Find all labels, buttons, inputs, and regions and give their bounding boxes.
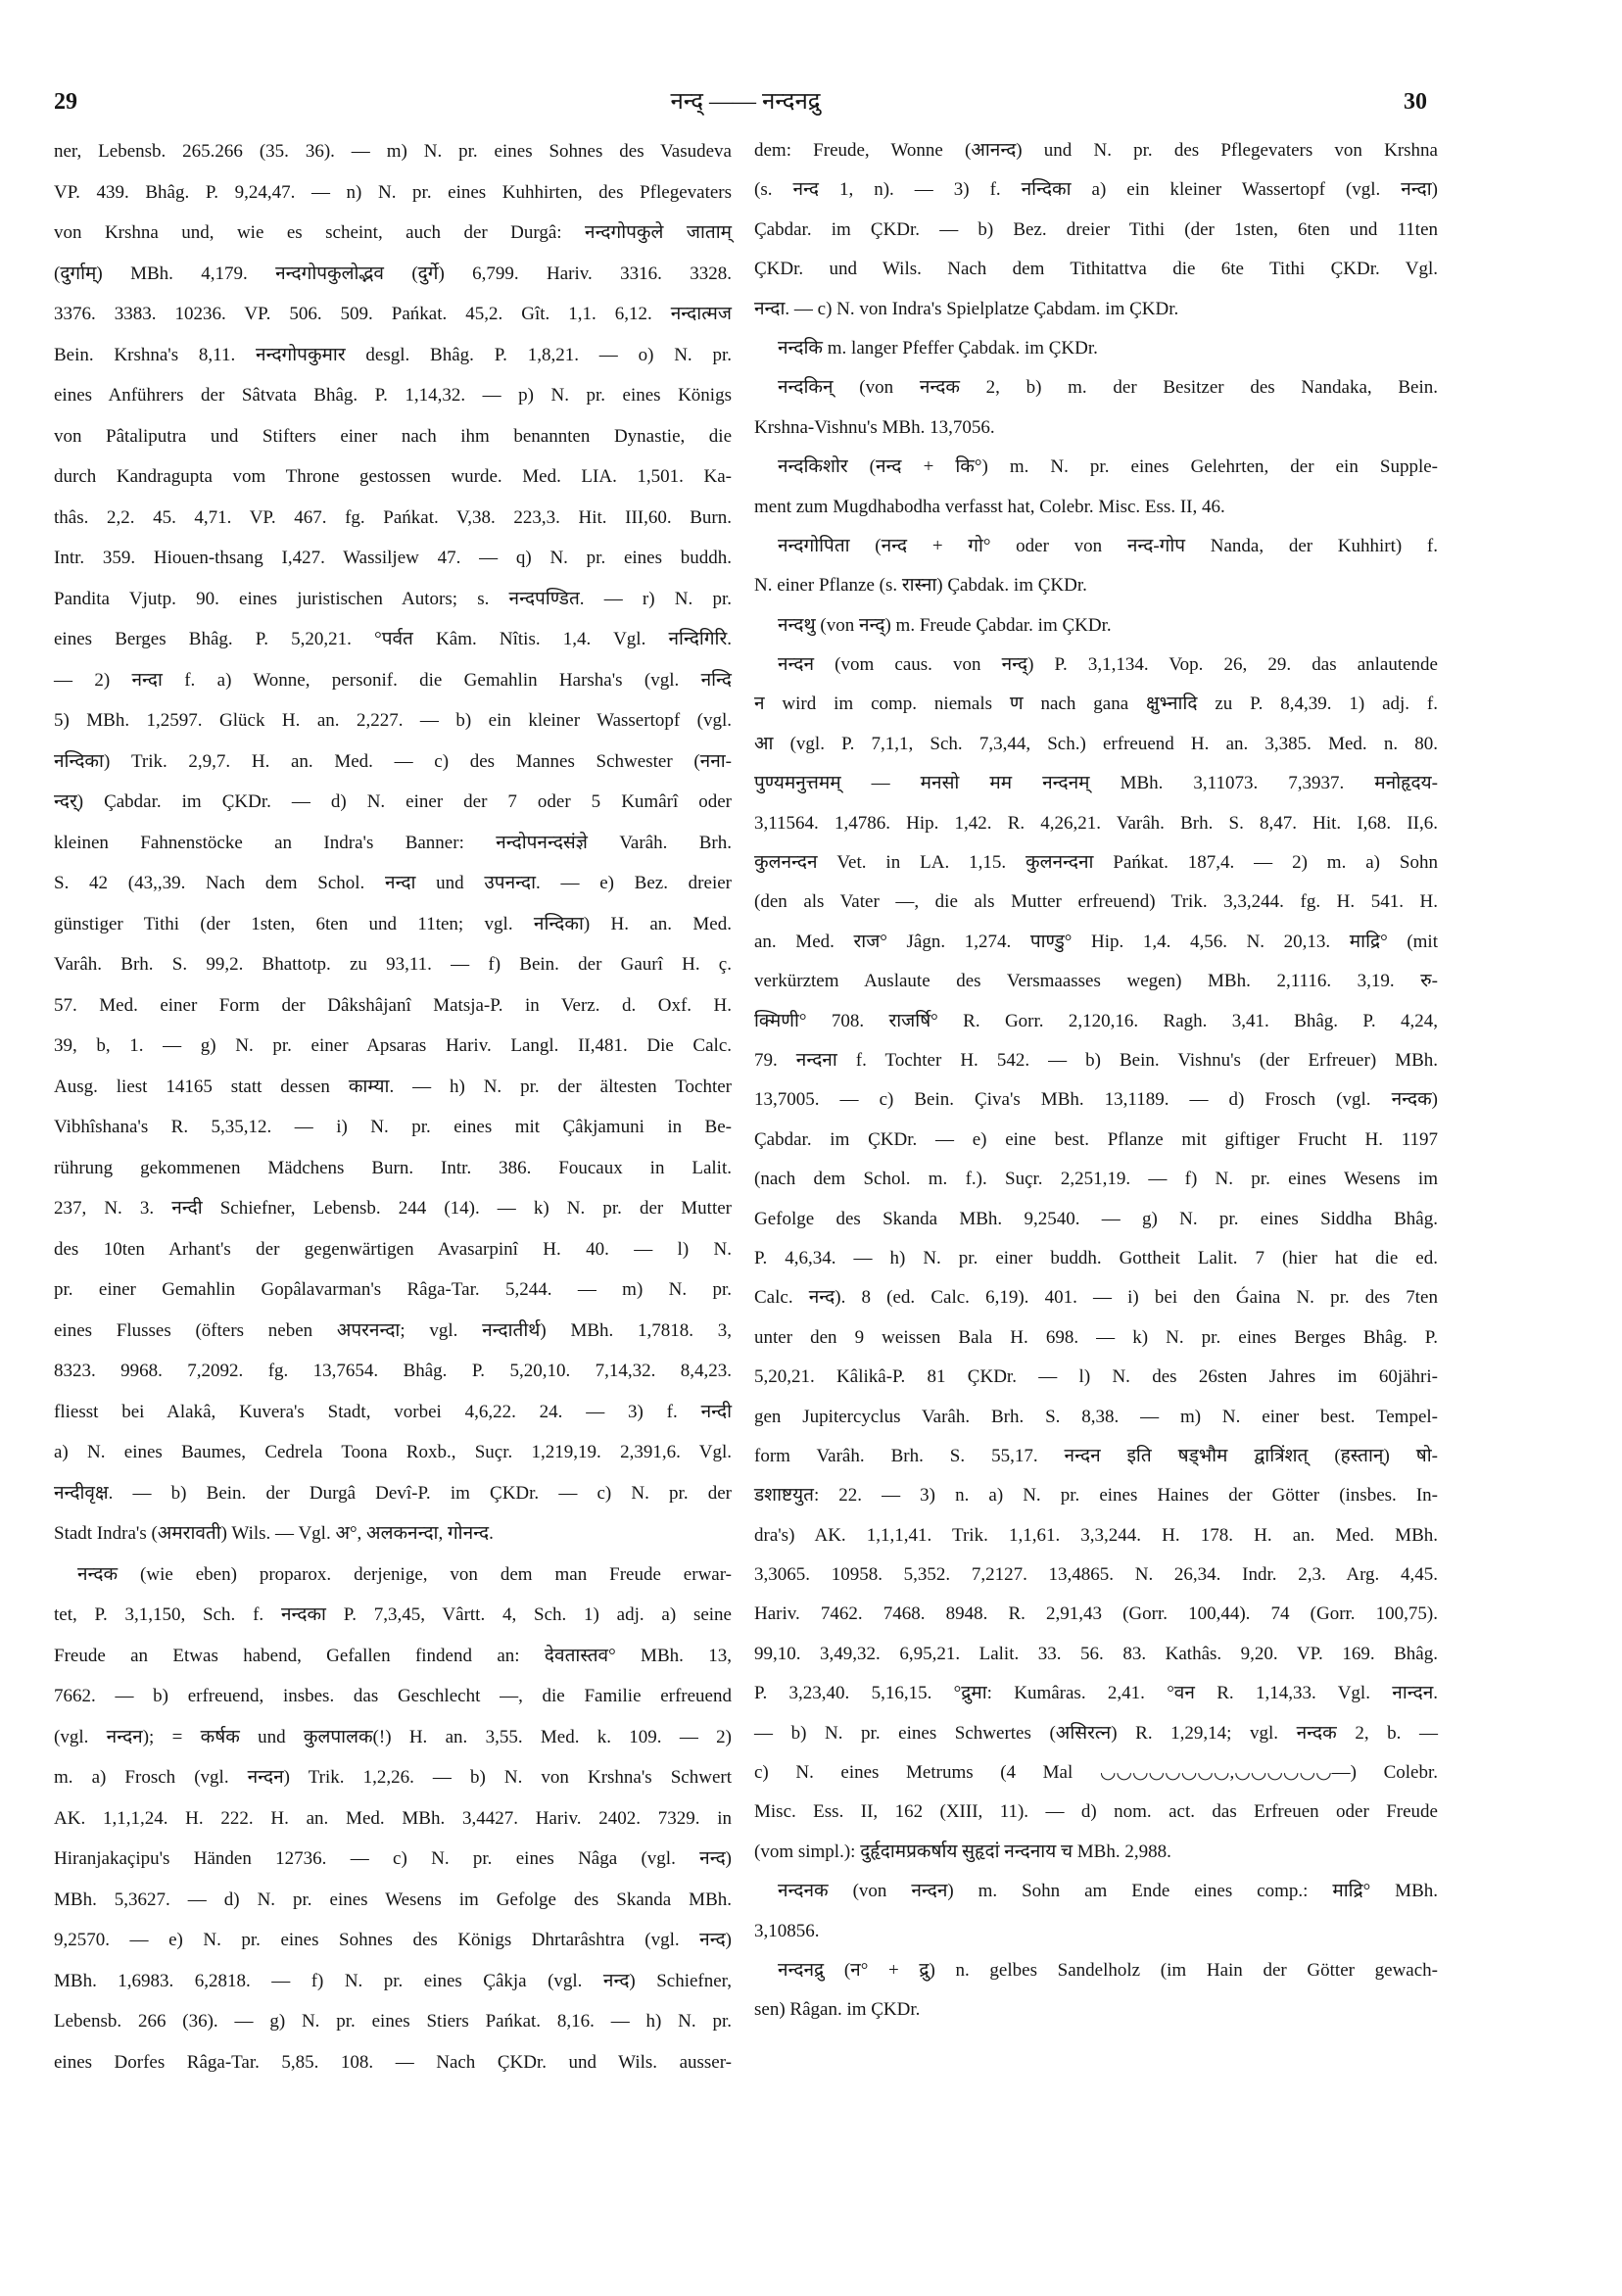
- dictionary-line: Krshna-Vishnu's MBh. 13,7056.: [754, 416, 995, 438]
- dictionary-line: an. Med. राज° Jâgn. 1,274. पाण्डु° Hip. 1,4. 4,56. N. 20,13. माद्रि° (mit: [754, 931, 1438, 952]
- dictionary-line: eines Berges Bhâg. P. 5,20,21. °पर्वत Kâm. Nîtis. 1,4. Vgl. नन्दिगिरि.: [54, 629, 732, 649]
- dictionary-line: नन्दा. — c) N. von Indra's Spielplatze Çabdam. im ÇKDr.: [754, 298, 1179, 319]
- dictionary-line: (nach dem Schol. m. f.). Suçr. 2,251,19. — f) N. pr. eines Wesens im: [754, 1169, 1438, 1190]
- dictionary-line: Ausg. liest 14165 statt dessen काम्या. — h) N. pr. der ältesten Tochter: [54, 1076, 732, 1097]
- dictionary-line: (vom simpl.): दुर्हृदामप्रकर्षाय सुहृदां नन्दनाय च MBh. 2,988.: [754, 1841, 1171, 1862]
- dictionary-line: कुलनन्दन Vet. in LA. 1,15. कुलनन्दना Pańkat. 187,4. — 2) m. a) Sohn: [754, 852, 1438, 874]
- dictionary-line: ÇKDr. und Wils. Nach dem Tithitattva die 6te Tithi ÇKDr. Vgl.: [754, 259, 1438, 280]
- dictionary-line: dra's) AK. 1,1,1,41. Trik. 1,1,61. 3,3,244. H. 178. H. an. Med. MBh.: [754, 1524, 1438, 1546]
- dictionary-line: 13,7005. — c) Bein. Çiva's MBh. 13,1189. — d) Frosch (vgl. नन्दक): [754, 1089, 1438, 1111]
- dictionary-line: durch Kandragupta vom Throne gestossen wurde. Med. LIA. 1,501. Ka-: [54, 466, 732, 487]
- dictionary-line: dem: Freude, Wonne (आनन्द) und N. pr. des Pflegevaters von Krshna: [754, 140, 1438, 161]
- entry-headword-line-nandanadru: नन्दनद्रु (न° + द्रु) n. gelbes Sandelholz (im Hain der Götter gewach-: [778, 1959, 1438, 1981]
- dictionary-line: N. einer Pflanze (s. रास्ना) Çabdak. im ÇKDr.: [754, 575, 1087, 597]
- entry-headword-line-nandakin: नन्दकिन् (von नन्दक 2, b) m. der Besitzer des Nandaka, Bein.: [778, 377, 1438, 399]
- page-number-right: 30: [1404, 89, 1427, 115]
- right-column: [754, 131, 1438, 2031]
- dictionary-line: 5) MBh. 1,2597. Glück H. an. 2,227. — b) ein kleiner Wassertopf (vgl.: [54, 710, 732, 731]
- dictionary-line: ment zum Mugdhabodha verfasst hat, Colebr. Misc. Ess. II, 46.: [754, 496, 1225, 517]
- dictionary-line: a) N. eines Baumes, Cedrela Toona Roxb., Suçr. 1,219,19. 2,391,6. Vgl.: [54, 1442, 732, 1462]
- dictionary-line: eines Anführers der Sâtvata Bhâg. P. 1,14,32. — p) N. pr. eines Königs: [54, 385, 732, 406]
- page-header: [54, 80, 1437, 123]
- dictionary-line: Çabdar. im ÇKDr. — b) Bez. dreier Tithi (der 1sten, 6ten und 11ten: [754, 218, 1438, 240]
- entry-headword-line-nandaki: नन्दकि m. langer Pfeffer Çabdak. im ÇKDr.: [778, 337, 1098, 359]
- dictionary-line: Hiranjakaçipu's Händen 12736. — c) N. pr. eines Nâga (vgl. नन्द): [54, 1848, 732, 1869]
- dictionary-line: 8323. 9968. 7,2092. fg. 13,7654. Bhâg. P. 5,20,10. 7,14,32. 8,4,23.: [54, 1361, 732, 1381]
- dictionary-line: Hariv. 7462. 7468. 8948. R. 2,91,43 (Gorr. 100,44). 74 (Gorr. 100,75).: [754, 1603, 1438, 1625]
- dictionary-line: 237, N. 3. नन्दी Schiefner, Lebensb. 244 (14). — k) N. pr. der Mutter: [54, 1198, 732, 1219]
- dictionary-line: VP. 439. Bhâg. P. 9,24,47. — n) N. pr. eines Kuhhirten, des Pflegevaters: [54, 181, 732, 203]
- dictionary-line: eines Flusses (öfters neben अपरनन्दा; vgl. नन्दातीर्थ) MBh. 1,7818. 3,: [54, 1319, 732, 1341]
- dictionary-line: आ (vgl. P. 7,1,1, Sch. 7,3,44, Sch.) erfreuend H. an. 3,385. Med. n. 80.: [754, 733, 1438, 754]
- dictionary-line: von Pâtaliputra und Stifters einer nach ihm benannten Dynastie, die: [54, 425, 732, 447]
- dictionary-line: डशाष्टयुत: 22. — 3) n. a) N. pr. eines Haines der Götter (insbes. In-: [754, 1485, 1438, 1507]
- dictionary-line: fliesst bei Alakâ, Kuvera's Stadt, vorbei 4,6,22. 24. — 3) f. नन्दी: [54, 1401, 732, 1422]
- dictionary-line: क्मिणी° 708. राजर्षि° R. Gorr. 2,120,16. Ragh. 3,41. Bhâg. P. 4,24,: [754, 1010, 1438, 1031]
- dictionary-line: Pandita Vjutp. 90. eines juristischen Autors; s. नन्दपण्डित. — r) N. pr.: [54, 588, 732, 609]
- dictionary-line: m. a) Frosch (vgl. नन्दन) Trik. 1,2,26. — b) N. von Krshna's Schwert: [54, 1767, 732, 1788]
- dictionary-line: verkürztem Auslaute des Versmaasses wegen) MBh. 2,1116. 3,19. रु-: [754, 971, 1438, 992]
- dictionary-line: Calc. नन्द). 8 (ed. Calc. 6,19). 401. — i) bei den Ǵaina N. pr. des 7ten: [754, 1287, 1438, 1309]
- dictionary-line: 7662. — b) erfreuend, insbes. das Geschlecht —, die Familie erfreuend: [54, 1686, 732, 1706]
- dictionary-line: Vibhîshana's R. 5,35,12. — i) N. pr. eines mit Çâkjamuni in Be-: [54, 1117, 732, 1137]
- dictionary-line: — 2) नन्दा f. a) Wonne, personif. die Gemahlin Harsha's (vgl. नन्दि: [54, 669, 732, 691]
- dictionary-line: Varâh. Brh. S. 99,2. Bhattotp. zu 93,11. — f) Bein. der Gaurî H. ç.: [54, 954, 732, 975]
- dictionary-line: P. 4,6,34. — h) N. pr. einer buddh. Gottheit Lalit. 7 (hier hat die ed.: [754, 1247, 1438, 1268]
- dictionary-line: 9,2570. — e) N. pr. eines Sohnes des Königs Dhrtarâshtra (vgl. नन्द): [54, 1930, 732, 1950]
- dictionary-line: rührung gekommenen Mädchens Burn. Intr. 386. Foucaux in Lalit.: [54, 1157, 732, 1178]
- dictionary-line: des 10ten Arhant's der gegenwärtigen Avasarpinî H. 40. — l) N.: [54, 1238, 732, 1260]
- entry-headword-line-nandanaka: नन्दनक (von नन्दन) m. Sohn am Ende eines comp.: माद्रि° MBh.: [778, 1881, 1438, 1902]
- dictionary-line: unter den 9 weissen Bala H. 698. — k) N. pr. eines Berges Bhâg. P.: [754, 1326, 1438, 1348]
- dictionary-line: Çabdar. im ÇKDr. — e) eine best. Pflanze mit giftiger Frucht H. 1197: [754, 1128, 1438, 1150]
- dictionary-line: eines Dorfes Râga-Tar. 5,85. 108. — Nach ÇKDr. und Wils. ausser-: [54, 2051, 732, 2073]
- dictionary-line: 3,3065. 10958. 5,352. 7,2127. 13,4865. N. 26,34. Indr. 2,3. Arg. 4,45.: [754, 1564, 1438, 1586]
- entry-headword-line-nandaka: नन्दक (wie eben) proparox. derjenige, von dem man Freude erwar-: [77, 1563, 732, 1585]
- dictionary-line: P. 3,23,40. 5,16,15. °द्रुमा: Kumâras. 2,41. °वन R. 1,14,33. Vgl. नान्दन.: [754, 1683, 1438, 1704]
- dictionary-line: sen) Râgan. im ÇKDr.: [754, 1999, 921, 2021]
- dictionary-line: 39, b, 1. — g) N. pr. einer Apsaras Hariv. Langl. II,481. Die Calc.: [54, 1035, 732, 1056]
- dictionary-line: c) N. eines Metrums (4 Mal ◡◡◡◡◡◡◡◡,◡◡◡◡◡◡—) Colebr.: [754, 1762, 1438, 1784]
- dictionary-line: thâs. 2,2. 45. 4,71. VP. 467. fg. Pańkat. V,38. 223,3. Hit. III,60. Burn.: [54, 506, 732, 528]
- dictionary-line: gen Jupitercyclus Varâh. Brh. S. 8,38. — m) N. einer best. Tempel-: [754, 1406, 1438, 1427]
- dictionary-line: 79. नन्दना f. Tochter H. 542. — b) Bein. Vishnu's (der Erfreuer) MBh.: [754, 1049, 1438, 1071]
- dictionary-line: 57. Med. einer Form der Dâkshâjanî Matsja-P. in Verz. d. Oxf. H.: [54, 994, 732, 1016]
- dictionary-line: Intr. 359. Hiouen-thsang I,427. Wassiljew 47. — q) N. pr. eines buddh.: [54, 548, 732, 568]
- entry-headword-line-nandagopita: नन्दगोपिता (नन्द + गो° oder von नन्द-गोप Nanda, der Kuhhirt) f.: [778, 535, 1438, 556]
- entry-headword-line-nandana: नन्दन (vom caus. von नन्द्) P. 3,1,134. Vop. 26, 29. das anlautende: [778, 654, 1438, 676]
- dictionary-line: Gefolge des Skanda MBh. 9,2540. — g) N. pr. eines Siddha Bhâg.: [754, 1208, 1438, 1229]
- dictionary-line: Bein. Krshna's 8,11. नन्दगोपकुमार desgl. Bhâg. P. 1,8,21. — o) N. pr.: [54, 344, 732, 365]
- dictionary-line: 5,20,21. Kâlikâ-P. 81 ÇKDr. — l) N. des 26sten Jahres im 60jähri-: [754, 1366, 1438, 1388]
- dictionary-line: tet, P. 3,1,150, Sch. f. नन्दका P. 7,3,45, Vârtt. 4, Sch. 1) adj. a) seine: [54, 1604, 732, 1625]
- dictionary-line: (vgl. नन्दन); = कर्षक und कुलपालक(!) H. an. 3,55. Med. k. 109. — 2): [54, 1726, 732, 1747]
- entry-headword-line-nandakishora: नन्दकिशोर (नन्द + कि°) m. N. pr. eines Gelehrten, der ein Supple-: [778, 456, 1438, 478]
- page-number-left: 29: [54, 89, 77, 115]
- dictionary-line: MBh. 5,3627. — d) N. pr. eines Wesens im Gefolge des Skanda MBh.: [54, 1889, 732, 1910]
- dictionary-line: pr. einer Gemahlin Gopâlavarman's Râga-Tar. 5,244. — m) N. pr.: [54, 1279, 732, 1300]
- dictionary-line: Lebensb. 266 (36). — g) N. pr. eines Stiers Pańkat. 8,16. — h) N. pr.: [54, 2011, 732, 2032]
- entry-headword-line-nandathu: नन्दथु (von नन्द्) m. Freude Çabdar. im ÇKDr.: [778, 614, 1112, 636]
- dictionary-line: — b) N. pr. eines Schwertes (असिरत्न) R. 1,29,14; vgl. नन्दक 2, b. —: [754, 1722, 1438, 1744]
- dictionary-line: Stadt Indra's (अमरावती) Wils. — Vgl. अ°, अलकनन्दा, गोनन्द.: [54, 1523, 494, 1544]
- dictionary-line: Misc. Ess. II, 162 (XIII, 11). — d) nom. act. das Erfreuen oder Freude: [754, 1801, 1438, 1823]
- dictionary-line: MBh. 1,6983. 6,2818. — f) N. pr. eines Çâkja (vgl. नन्द) Schiefner,: [54, 1970, 732, 1991]
- dictionary-line: (s. नन्द 1, n). — 3) f. नन्दिका a) ein kleiner Wassertopf (vgl. नन्दा): [754, 179, 1438, 201]
- dictionary-line: (den als Vater —, die als Mutter erfreuend) Trik. 3,3,244. fg. H. 541. H.: [754, 891, 1438, 913]
- dictionary-line: 3,11564. 1,4786. Hip. 1,42. R. 4,26,21. Varâh. Brh. S. 8,47. Hit. I,68. II,6.: [754, 812, 1438, 834]
- dictionary-line: AK. 1,1,1,24. H. 222. H. an. Med. MBh. 3,4427. Hariv. 2402. 7329. in: [54, 1807, 732, 1829]
- dictionary-line: 3376. 3383. 10236. VP. 506. 509. Pańkat. 45,2. Gît. 1,1. 6,12. नन्दात्मज: [54, 304, 732, 324]
- dictionary-line: पुण्यमनुत्तमम् — मनसो मम नन्दनम् MBh. 3,11073. 7,3937. मनोहृदय-: [754, 773, 1438, 794]
- left-column: [54, 131, 732, 2082]
- dictionary-line: न wird im comp. niemals ण nach gana क्षुभ्नादि zu P. 8,4,39. 1) adj. f.: [754, 694, 1438, 715]
- dictionary-line: 3,10856.: [754, 1920, 820, 1941]
- dictionary-line: Freude an Etwas habend, Gefallen findend an: देवतास्तव° MBh. 13,: [54, 1645, 732, 1666]
- dictionary-line: günstiger Tithi (der 1sten, 6ten und 11ten; vgl. नन्दिका) H. an. Med.: [54, 913, 732, 934]
- dictionary-line: नन्दीवृक्ष. — b) Bein. der Durgâ Devî-P. im ÇKDr. — c) N. pr. der: [54, 1482, 732, 1504]
- dictionary-line: 99,10. 3,49,32. 6,95,21. Lalit. 33. 56. 83. Kathâs. 9,20. VP. 169. Bhâg.: [754, 1643, 1438, 1664]
- dictionary-line: S. 42 (43,,39. Nach dem Schol. नन्दा und उपनन्दा. — e) Bez. dreier: [54, 873, 732, 893]
- dictionary-line: von Krshna und, wie es scheint, auch der Durgâ: नन्दगोपकुले जाताम्: [54, 222, 732, 243]
- dictionary-line: form Varâh. Brh. S. 55,17. नन्दन इति षड्भौम द्वात्रिंशत् (हस्तान्) षो-: [754, 1445, 1438, 1466]
- dictionary-line: ner, Lebensb. 265.266 (35. 36). — m) N. pr. eines Sohnes des Vasudeva: [54, 141, 732, 162]
- dictionary-line: नन्दिका) Trik. 2,9,7. H. an. Med. — c) des Mannes Schwester (नना-: [54, 750, 732, 772]
- dictionary-line: kleinen Fahnenstöcke an Indra's Banner: नन्दोपनन्दसंज्ञे Varâh. Brh.: [54, 832, 732, 853]
- running-title: नन्द् —— नन्दनद्रु: [670, 89, 821, 115]
- dictionary-line: न्दर्) Çabdar. im ÇKDr. — d) N. einer der 7 oder 5 Kumârî oder: [54, 791, 732, 812]
- dictionary-line: (दुर्गाम्) MBh. 4,179. नन्दगोपकुलोद्भव (दुर्गे) 6,799. Hariv. 3316. 3328.: [54, 263, 732, 284]
